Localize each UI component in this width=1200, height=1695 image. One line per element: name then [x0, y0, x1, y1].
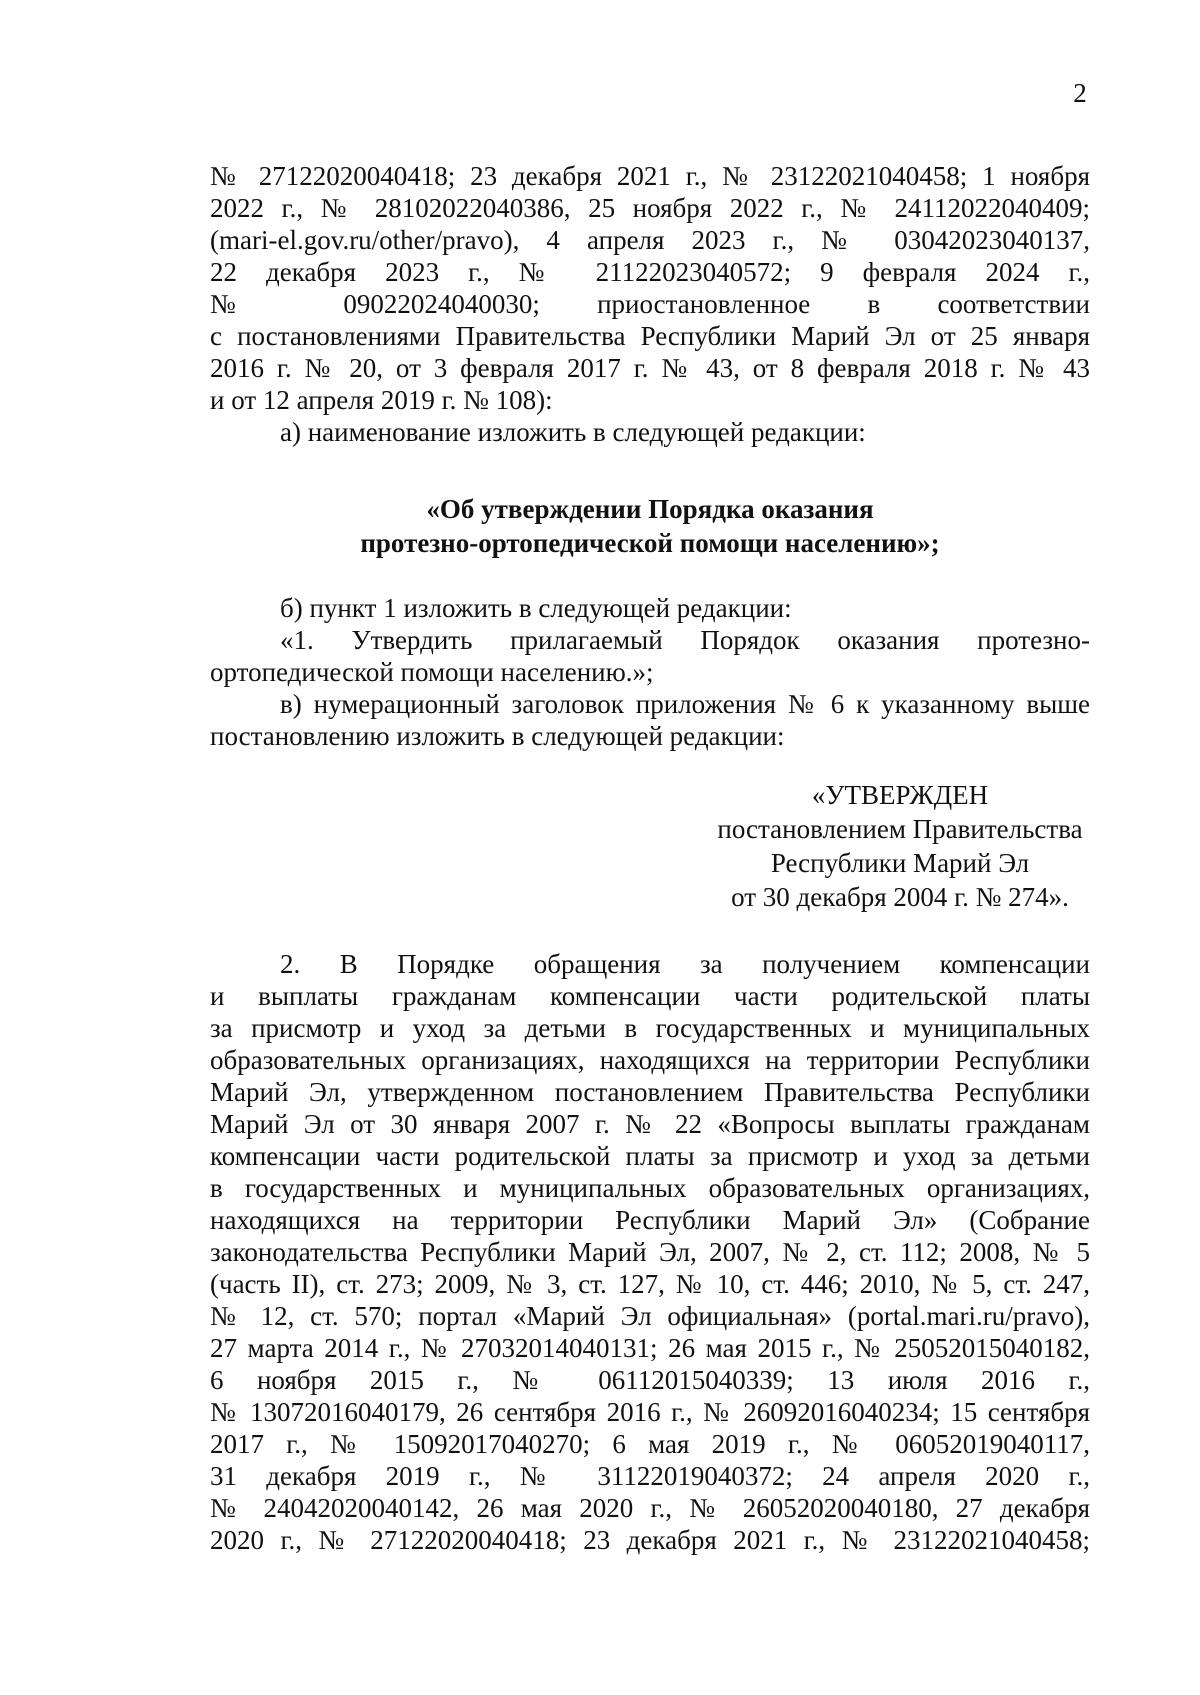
text-line: 2022 г., № 28102022040386, 25 ноября 2022 г., № 24112022040409; — [210, 193, 1090, 223]
text-line: за присмотр и уход за детьми в государственных и муниципальных — [210, 1013, 1090, 1043]
text-line: № 09022024040030; приостановленное в соответствии — [210, 289, 1090, 319]
text-line: 2020 г., № 27122020040418; 23 декабря 2021 г., № 23122021040458; — [210, 1525, 1090, 1555]
title-line: протезно-ортопедической помощи населению»; — [360, 528, 940, 558]
approval-line: Республики Марий Эл — [770, 848, 1030, 878]
text-line: б) пункт 1 изложить в следующей редакции: — [280, 593, 792, 623]
text-line: находящихся на территории Республики Марий Эл» (Собрание — [210, 1205, 1090, 1235]
text-line: 31 декабря 2019 г., № 31122019040372; 24 апреля 2020 г., — [210, 1461, 1090, 1491]
text-line: и от 12 апреля 2019 г. № 108): — [210, 385, 553, 415]
text-line: № 24042020040142, 26 мая 2020 г., № 26052020040180, 27 декабря — [210, 1493, 1090, 1523]
text-line: 2017 г., № 15092017040270; 6 мая 2019 г., № 06052019040117, — [210, 1429, 1090, 1459]
text-line: (часть II), ст. 273; 2009, № 3, ст. 127, № 10, ст. 446; 2010, № 5, ст. 247, — [210, 1269, 1090, 1299]
text-line: № 12, ст. 570; портал «Марий Эл официальная» (portal.mari.ru/pravo), — [210, 1301, 1090, 1331]
text-line: Марий Эл от 30 января 2007 г. № 22 «Вопросы выплаты гражданам — [210, 1109, 1090, 1139]
text-line: 2. В Порядке обращения за получением компенсации — [280, 949, 1090, 979]
text-line: № 27122020040418; 23 декабря 2021 г., № 23122021040458; 1 ноября — [210, 161, 1090, 191]
section-title — [210, 492, 1090, 560]
text-line: 27 марта 2014 г., № 27032014040131; 26 мая 2015 г., № 25052015040182, — [210, 1333, 1090, 1363]
paragraph-block-2 — [210, 592, 1090, 752]
text-line: 6 ноября 2015 г., № 06112015040339; 13 июля 2016 г., — [210, 1365, 1090, 1395]
paragraph-block-1 — [210, 160, 1090, 448]
text-line: 2016 г. № 20, от 3 февраля 2017 г. № 43, от 8 февраля 2018 г. № 43 — [210, 353, 1090, 383]
text-line: в) нумерационный заголовок приложения № 6 к указанному выше — [280, 689, 1090, 719]
text-line: а) наименование изложить в следующей редакции: — [280, 417, 866, 447]
text-line: постановлению изложить в следующей редакции: — [210, 721, 785, 751]
text-line: образовательных организациях, находящихся на территории Республики — [210, 1045, 1090, 1075]
text-line: 22 декабря 2023 г., № 21122023040572; 9 февраля 2024 г., — [210, 257, 1090, 287]
approval-line: постановлением Правительства — [717, 814, 1083, 844]
paragraph-block-3 — [210, 948, 1090, 1556]
text-line: компенсации части родительской платы за присмотр и уход за детьми — [210, 1141, 1090, 1171]
approval-stamp-text — [700, 778, 1100, 914]
title-line: «Об утверждении Порядка оказания — [426, 494, 874, 524]
approval-line: «УТВЕРЖДЕН — [811, 780, 989, 810]
page-number: 2 — [1073, 78, 1087, 108]
text-line: законодательства Республики Марий Эл, 2007, № 2, ст. 112; 2008, № 5 — [210, 1237, 1090, 1267]
text-line: в государственных и муниципальных образовательных организациях, — [210, 1173, 1090, 1203]
text-line: «1. Утвердить прилагаемый Порядок оказания протезно- — [280, 625, 1090, 655]
text-line: ортопедической помощи населению.»; — [210, 657, 654, 687]
text-line: и выплаты гражданам компенсации части родительской платы — [210, 981, 1090, 1011]
text-line: с постановлениями Правительства Республики Марий Эл от 25 января — [210, 321, 1090, 351]
text-line: (mari-el.gov.ru/other/pravo), 4 апреля 2023 г., № 03042023040137, — [210, 225, 1090, 255]
text-line: Марий Эл, утвержденном постановлением Правительства Республики — [210, 1077, 1090, 1107]
approval-line: от 30 декабря 2004 г. № 274». — [731, 882, 1069, 912]
text-line: № 13072016040179, 26 сентября 2016 г., № 26092016040234; 15 сентября — [210, 1397, 1090, 1427]
